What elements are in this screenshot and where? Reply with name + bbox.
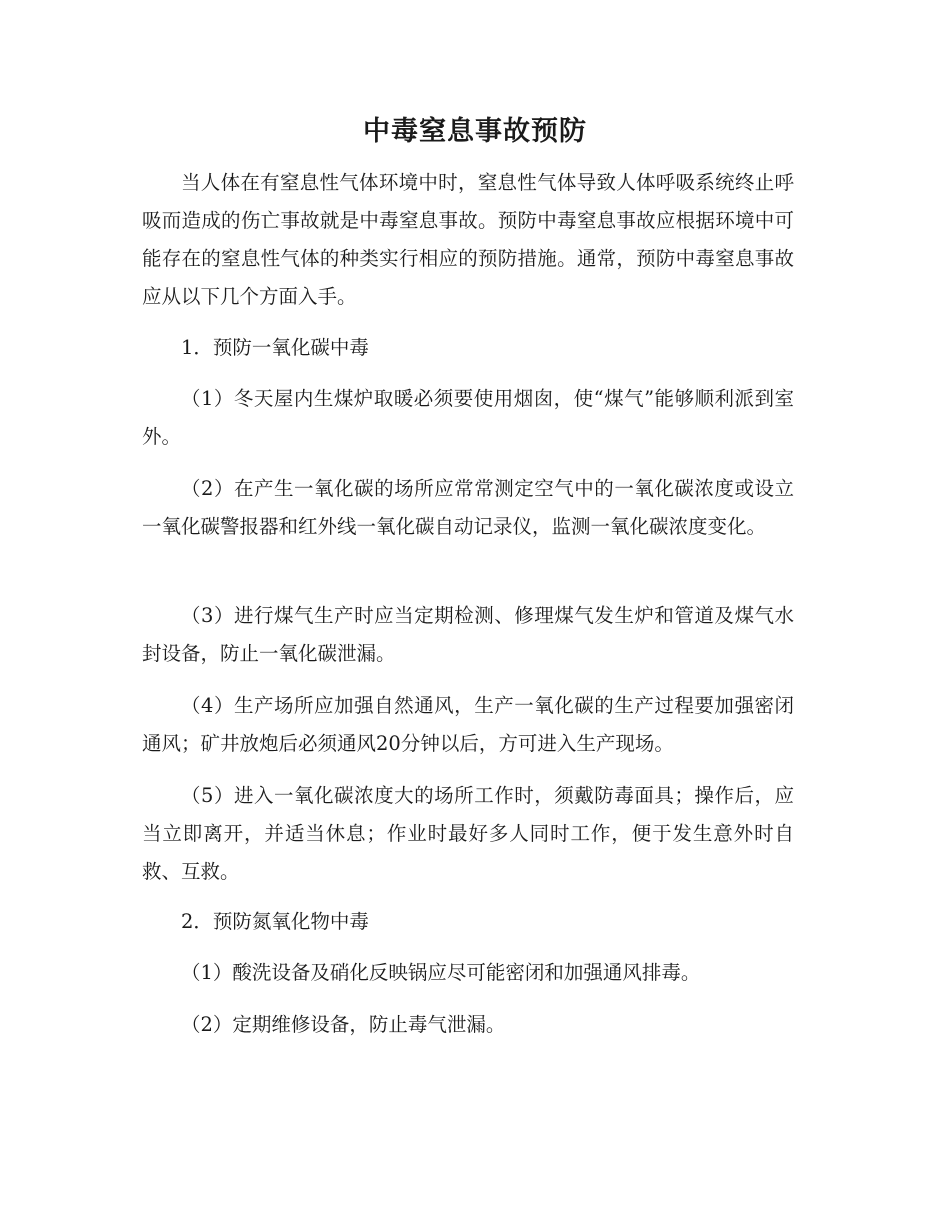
section-heading-co: 1．预防一氧化碳中毒 <box>181 336 369 359</box>
co-item-3: （3）进行煤气生产时应当定期检测、修理煤气发生炉和管道及煤气水封设备，防止一氧化碳泄漏。 <box>142 604 794 665</box>
co-item-5: （5）进入一氧化碳浓度大的场所工作时，须戴防毒面具；操作后，应当立即离开，并适当休息；作业时最好多人同时工作，便于发生意外时自救、互救。 <box>142 784 794 883</box>
co-item-4: （4）生产场所应加强自然通风，生产一氧化碳的生产过程要加强密闭通风；矿井放炮后必须通风20分钟以后，方可进入生产现场。 <box>142 694 794 755</box>
section-heading-nox: 2．预防氮氧化物中毒 <box>181 910 369 933</box>
nox-item-1: （1）酸洗设备及硝化反映锅应尽可能密闭和加强通风排毒。 <box>181 961 701 984</box>
nox-item-2: （2）定期维修设备，防止毒气泄漏。 <box>181 1013 506 1036</box>
co-item-1: （1）冬天屋内生煤炉取暖必须要使用烟囱，使“煤气”能够顺利派到室外。 <box>142 387 794 448</box>
co-item-2: （2）在产生一氧化碳的场所应常常测定空气中的一氧化碳浓度或设立一氧化碳警报器和红外线一氧化碳自动记录仪，监测一氧化碳浓度变化。 <box>142 477 794 538</box>
document-title: 中毒窒息事故预防 <box>363 116 587 147</box>
intro-paragraph: 当人体在有窒息性气体环境中时，窒息性气体导致人体呼吸系统终止呼吸而造成的伤亡事故就是中毒窒息事故。预防中毒窒息事故应根据环境中可能存在的窒息性气体的种类实行相应的预防措施。通常，预防中毒窒息事故应从以下几个方面入手。 <box>142 171 794 308</box>
